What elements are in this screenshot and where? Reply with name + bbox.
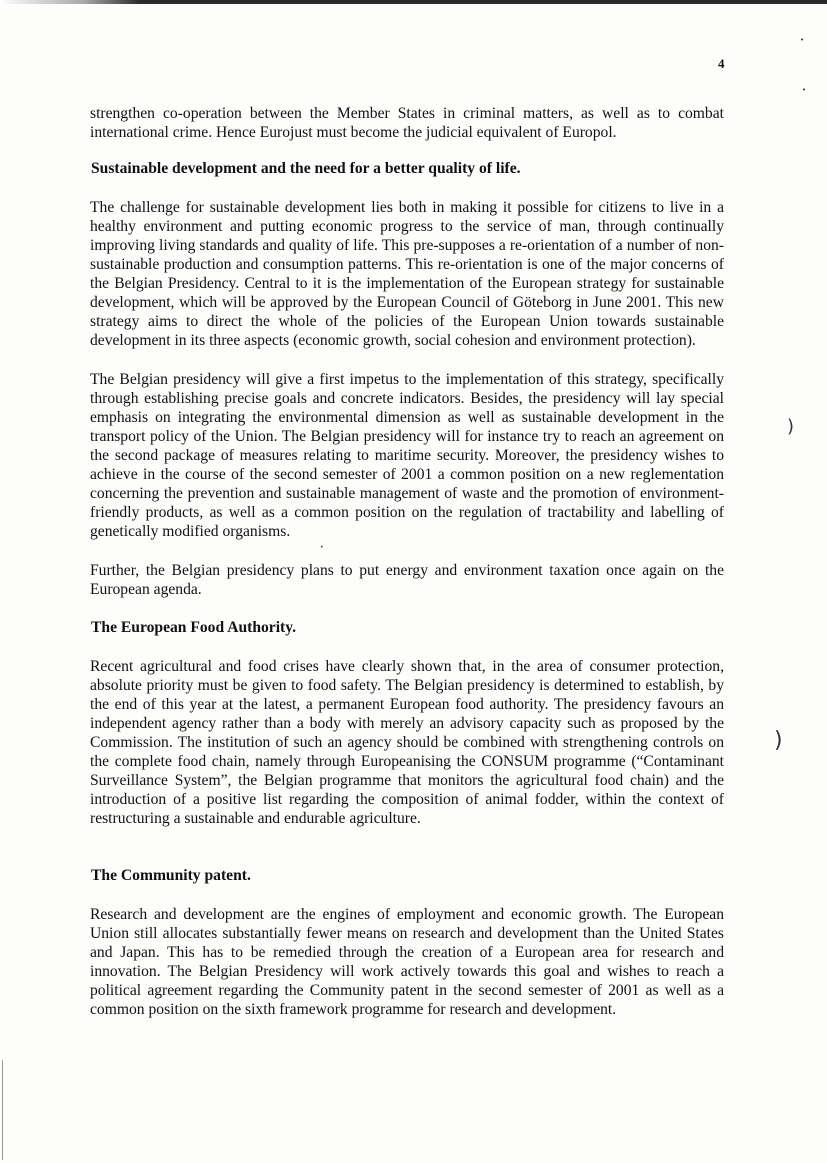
community-patent-paragraph: Research and development are the engines of employment and economic growth. The European Union still allocates substantially fewer means on research and development than the United States and Japan. This has to be remedied through the creation of a European area for research and innovation. The Belgian Presidency will work actively towards this goal and wishes to reach a political agreement regarding the Community patent in the second semester of 2001 as well as a common position on the sixth framework programme for research and development. — [90, 906, 724, 1018]
heading-sustainable-development: Sustainable development and the need for a better quality of life. — [91, 160, 521, 177]
heading-food-authority: The European Food Authority. — [91, 619, 297, 636]
sustainable-paragraph-2: The Belgian presidency will give a first impetus to the implementation of this strategy, specifically through establishing precise goals and concrete indicators. Besides, the presidency will lay special emphasis on integrating the environmental dimension as well as sustainable development in the transport policy of the Union. The Belgian presidency will for instance try to reach an agreement on the second package of measures relating to maritime security. Moreover, the presidency wishes to achieve in the course of the second semester of 2001 a common position on a new reglementation concerning the prevention and sustainable management of waste and the promotion of environment-friendly products, as well as a common position on the regulation of tractability and labelling of genetically modified organisms. — [90, 371, 724, 540]
top-border-fade — [0, 0, 140, 4]
scan-speck: • — [800, 36, 805, 44]
food-authority-paragraph: Recent agricultural and food crises have clearly shown that, in the area of consumer protection, absolute priority must be given to food safety. The Belgian presidency is determined to establish, by the end of this year at the latest, a permanent European food authority. The presidency favours an independent agency rather than a body with merely an advisory capacity such as proposed by the Commission. The institution of such an agency should be combined with strengthening controls on the complete food chain, namely through Europeanising the CONSUM programme (“Contaminant Surveillance System”, the Belgian programme that monitors the agricultural food chain) and the introduction of a positive list regarding the composition of animal fodder, within the context of restructuring a sustainable and endurable agriculture. — [90, 658, 724, 827]
sustainable-paragraph-1: The challenge for sustainable development lies both in making it possible for citizens to live in a healthy environment and putting economic progress to the service of man, through continually improving living standards and quality of life. This pre-supposes a re-orientation of a number of non-sustainable production and consumption patterns. This re-orientation is one of the major concerns of the Belgian Presidency. Central to it is the implementation of the European strategy for sustainable development, which will be approved by the European Council of Göteborg in June 2001. This new strategy aims to direct the whole of the policies of the European Union towards sustainable development in its three aspects (economic growth, social cohesion and environment protection). — [90, 199, 724, 349]
sustainable-paragraph-3: Further, the Belgian presidency plans to put energy and environment taxation once again on the European agenda. — [90, 562, 724, 598]
scan-speck: • — [802, 86, 807, 94]
left-margin-rule — [2, 1060, 3, 1160]
page-number: 4 — [718, 56, 725, 71]
heading-community-patent: The Community patent. — [91, 867, 251, 884]
scan-binding-mark: ) — [787, 416, 795, 437]
scan-speck: • — [320, 544, 324, 551]
scan-binding-mark: ) — [774, 728, 783, 753]
intro-paragraph: strengthen co-operation between the Member States in criminal matters, as well as to combat international crime. Hence Eurojust must become the judicial equivalent of Europol. — [90, 105, 724, 141]
